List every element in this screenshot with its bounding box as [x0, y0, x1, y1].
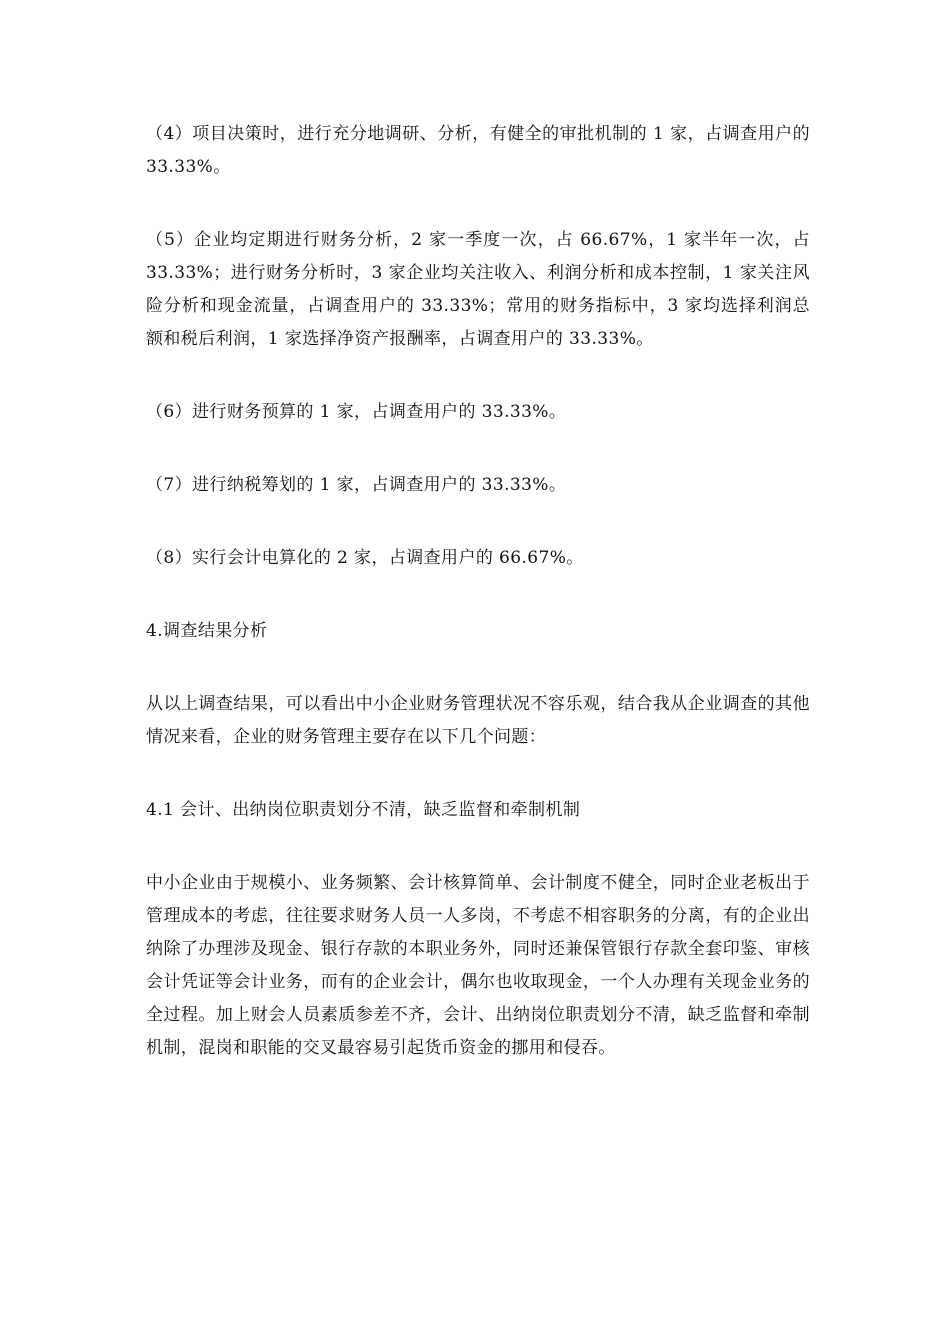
paragraph-item-4: （4）项目决策时，进行充分地调研、分析，有健全的审批机制的 1 家，占调查用户的 33.33%。	[146, 124, 810, 177]
paragraph-item-5: （5）企业均定期进行财务分析，2 家一季度一次，占 66.67%，1 家半年一次，占 33.33%；进行财务分析时，3 家企业均关注收入、利润分析和成本控制，1 家关注风险分析和现金流量，占调查用户的 33.33%；常用的财务指标中，3 家均选择利润总额和税后利润，1 家选择净资产报酬率，占调查用户的 33.33%。	[146, 230, 810, 349]
section-4-1-heading: 4.1 会计、出纳岗位职责划分不清，缺乏监督和牵制机制	[146, 800, 581, 820]
paragraph-item-6: （6）进行财务预算的 1 家，占调查用户的 33.33%。	[146, 402, 567, 422]
section-4-heading: 4.调查结果分析	[146, 621, 268, 641]
section-4-1-body: 中小企业由于规模小、业务频繁、会计核算简单、会计制度不健全，同时企业老板出于管理成本的考虑，往往要求财务人员一人多岗，不考虑不相容职务的分离，有的企业出纳除了办理涉及现金、银行存款的本职业务外，同时还兼保管银行存款全套印鉴、审核会计凭证等会计业务，而有的企业会计，偶尔也收取现金，一个人办理有关现金业务的全过程。加上财会人员素质参差不齐，会计、出纳岗位职责划分不清，缺乏监督和牵制机制，混岗和职能的交叉最容易引起货币资金的挪用和侵吞。	[146, 873, 810, 1058]
paragraph-item-7: （7）进行纳税筹划的 1 家，占调查用户的 33.33%。	[146, 475, 567, 495]
paragraph-item-8: （8）实行会计电算化的 2 家，占调查用户的 66.67%。	[146, 548, 584, 568]
section-4-intro: 从以上调查结果，可以看出中小企业财务管理状况不容乐观，结合我从企业调查的其他情况来看，企业的财务管理主要存在以下几个问题：	[146, 694, 810, 747]
document-page	[146, 118, 810, 1105]
